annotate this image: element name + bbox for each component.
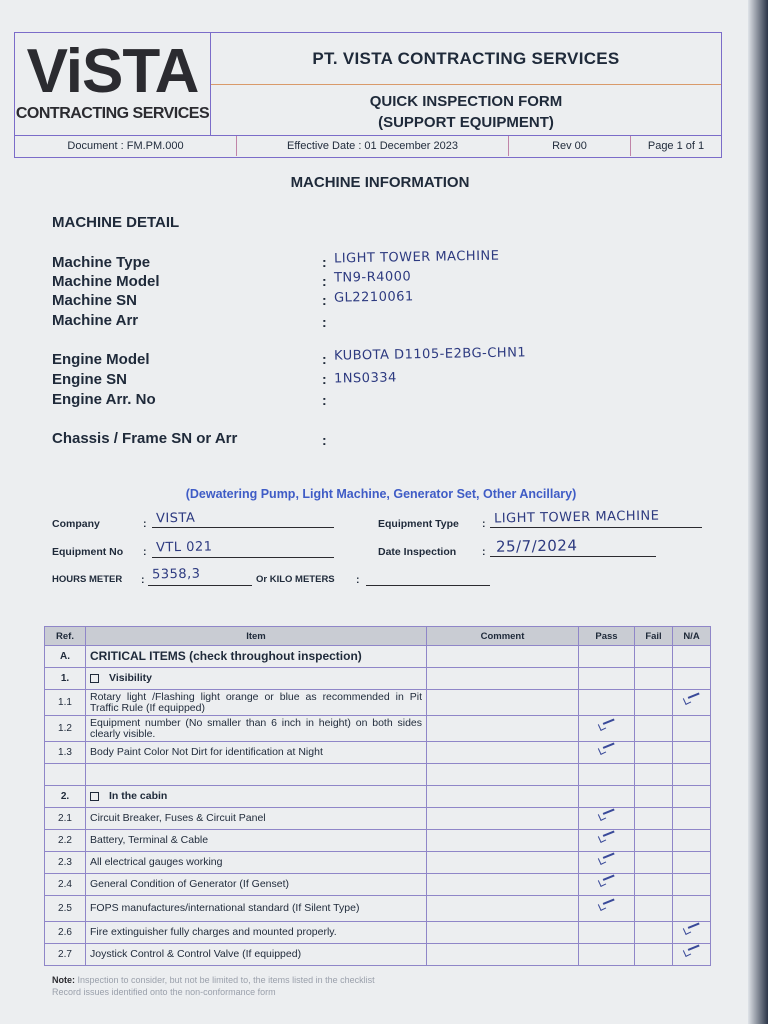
na-column-header: N/A: [673, 627, 711, 646]
item-text: Fire extinguisher fully charges and mounted properly.: [90, 926, 337, 938]
ref-cell: 1.1: [45, 690, 86, 716]
item-cell: [86, 852, 427, 874]
na-cell: [673, 646, 711, 668]
page-edge-shadow: [748, 0, 768, 1024]
item-cell: [86, 716, 427, 742]
na-cell: [673, 786, 711, 808]
comment-cell: [427, 944, 579, 966]
note-label: Note:: [52, 975, 75, 985]
item-text: CRITICAL ITEMS (check throughout inspection): [90, 649, 362, 663]
engine-model-value: KUBOTA D1105-E2BG-CHN1: [333, 345, 527, 364]
na-cell: [673, 830, 711, 852]
fail-cell: [635, 742, 673, 764]
ref-cell: [45, 764, 86, 786]
ref-cell: 2.2: [45, 830, 86, 852]
date-inspection-value: 25/7/2024: [495, 536, 578, 556]
na-cell: [673, 764, 711, 786]
item-cell: [86, 668, 427, 690]
item-text: All electrical gauges working: [90, 856, 223, 868]
table-row: [45, 852, 711, 874]
comment-cell: [427, 874, 579, 896]
item-text: Body Paint Color Not Dirt for identification at Night: [90, 746, 323, 758]
ref-column-header: Ref.: [45, 627, 86, 646]
machine-type-value: LIGHT TOWER MACHINE: [333, 248, 500, 267]
ref-cell: 1.3: [45, 742, 86, 764]
item-cell: [86, 690, 427, 716]
item-cell: [86, 944, 427, 966]
colon: :: [143, 546, 147, 558]
machine-model-label: Machine Model: [52, 273, 160, 290]
fail-cell: [635, 922, 673, 944]
fail-cell: [635, 716, 673, 742]
document-number: Document : FM.PM.000: [15, 136, 237, 156]
fail-cell: [635, 896, 673, 922]
fail-cell: [635, 944, 673, 966]
colon: :: [322, 314, 327, 330]
comment-cell: [427, 690, 579, 716]
pass-cell: [579, 646, 635, 668]
machine-information-heading: MACHINE INFORMATION: [290, 174, 470, 191]
colon: :: [322, 254, 327, 270]
comment-cell: [427, 716, 579, 742]
table-row: [45, 896, 711, 922]
na-cell: [673, 742, 711, 764]
table-row: [45, 716, 711, 742]
checkmark-icon: [597, 811, 617, 823]
item-cell: [86, 742, 427, 764]
pass-cell: [579, 922, 635, 944]
comment-column-header: Comment: [427, 627, 579, 646]
colon: :: [482, 546, 486, 558]
company-name: PT. VISTA CONTRACTING SERVICES: [211, 33, 721, 85]
pass-cell: [579, 874, 635, 896]
comment-cell: [427, 922, 579, 944]
ref-cell: A.: [45, 646, 86, 668]
pass-cell: [579, 830, 635, 852]
fail-cell: [635, 668, 673, 690]
kilo-meters-label: Or KILO METERS: [256, 574, 335, 585]
kilo-meters-underline: [366, 585, 490, 586]
item-text: Circuit Breaker, Fuses & Circuit Panel: [90, 812, 266, 824]
na-cell: [673, 852, 711, 874]
logo-subtitle: CONTRACTING SERVICES: [15, 105, 210, 122]
ref-cell: 2.6: [45, 922, 86, 944]
item-cell: [86, 896, 427, 922]
table-row: [45, 808, 711, 830]
equipment-category-subtitle: (Dewatering Pump, Light Machine, Generator Set, Other Ancillary): [185, 487, 577, 501]
item-column-header: Item: [86, 627, 427, 646]
date-inspection-label: Date Inspection: [378, 546, 457, 558]
na-cell: [673, 668, 711, 690]
item-text: General Condition of Generator (If Genset): [90, 878, 290, 890]
pass-column-header: Pass: [579, 627, 635, 646]
colon: :: [143, 518, 147, 530]
checkmark-icon: [597, 833, 617, 845]
date-inspection-underline: [490, 556, 656, 557]
form-title: [211, 85, 721, 135]
comment-cell: [427, 808, 579, 830]
form-title-line-2: (SUPPORT EQUIPMENT): [378, 114, 554, 131]
equipment-no-label: Equipment No: [52, 546, 124, 558]
colon: :: [482, 518, 486, 530]
chassis-label: Chassis / Frame SN or Arr: [52, 430, 238, 447]
engine-sn-value: 1NS0334: [333, 370, 397, 387]
fail-column-header: Fail: [635, 627, 673, 646]
pass-cell: [579, 716, 635, 742]
comment-cell: [427, 896, 579, 922]
colon: :: [322, 392, 327, 408]
machine-sn-label: Machine SN: [52, 292, 138, 309]
machine-model-value: TN9-R4000: [333, 269, 412, 286]
form-title-line-1: QUICK INSPECTION FORM: [369, 93, 563, 110]
colon: :: [322, 273, 327, 289]
note-line-1: Inspection to consider, but not be limited to, the items listed in the checklist: [77, 975, 375, 985]
checkmark-icon: [682, 695, 702, 707]
page-number: Page 1 of 1: [647, 140, 705, 152]
company-label: Company: [52, 518, 100, 530]
item-cell: [86, 764, 427, 786]
fail-cell: [635, 646, 673, 668]
checkmark-icon: [682, 925, 702, 937]
na-cell: [673, 944, 711, 966]
item-cell: [86, 646, 427, 668]
item-text: In the cabin: [109, 790, 168, 802]
comment-cell: [427, 786, 579, 808]
document-meta-row: [15, 135, 721, 157]
checkmark-icon: [597, 745, 617, 757]
na-cell: [673, 690, 711, 716]
engine-sn-label: Engine SN: [52, 371, 128, 388]
colon: :: [322, 292, 327, 308]
na-cell: [673, 896, 711, 922]
fail-cell: [635, 874, 673, 896]
table-row: [45, 922, 711, 944]
table-row: [45, 742, 711, 764]
fail-cell: [635, 808, 673, 830]
fail-cell: [635, 830, 673, 852]
ref-cell: 2.1: [45, 808, 86, 830]
ref-cell: 2.4: [45, 874, 86, 896]
ref-cell: 2.3: [45, 852, 86, 874]
effective-date: Effective Date : 01 December 2023: [237, 136, 509, 156]
table-row: [45, 646, 711, 668]
machine-sn-value: GL2210061: [333, 289, 414, 306]
hours-meter-label: HOURS METER: [52, 574, 123, 585]
footer-note: [52, 974, 375, 998]
fail-cell: [635, 764, 673, 786]
item-cell: [86, 808, 427, 830]
ref-cell: 1.: [45, 668, 86, 690]
pass-cell: [579, 896, 635, 922]
na-cell: [673, 874, 711, 896]
fail-cell: [635, 786, 673, 808]
inspection-checklist-table: [44, 626, 711, 966]
item-text: FOPS manufactures/international standard (If Silent Type): [90, 902, 360, 914]
colon: :: [322, 351, 327, 367]
item-text: Equipment number (No smaller than 6 inch in height) on both sides clearly visible.: [90, 716, 422, 740]
checkmark-icon: [597, 855, 617, 867]
colon: :: [141, 574, 145, 586]
item-cell: [86, 830, 427, 852]
equipment-no-underline: [152, 557, 334, 558]
table-row: [45, 944, 711, 966]
company-logo: [15, 33, 211, 135]
ref-cell: 2.: [45, 786, 86, 808]
comment-cell: [427, 852, 579, 874]
pass-cell: [579, 944, 635, 966]
table-row: [45, 668, 711, 690]
form-header: [14, 32, 722, 158]
hours-meter-underline: [148, 585, 252, 586]
comment-cell: [427, 830, 579, 852]
na-cell: [673, 922, 711, 944]
machine-detail-heading: MACHINE DETAIL: [52, 214, 180, 231]
table-row: [45, 690, 711, 716]
table-row: [45, 764, 711, 786]
table-row: [45, 874, 711, 896]
fail-cell: [635, 852, 673, 874]
equipment-type-underline: [490, 527, 702, 528]
equipment-no-value: VTL 021: [155, 539, 213, 556]
logo-wordmark: ViSTA: [26, 37, 199, 106]
pass-cell: [579, 764, 635, 786]
na-cell: [673, 716, 711, 742]
colon: :: [322, 432, 327, 448]
revision: Rev 00: [509, 136, 631, 156]
company-value: VISTA: [155, 510, 196, 527]
fail-cell: [635, 690, 673, 716]
note-line-2: Record issues identified onto the non-conformance form: [52, 987, 276, 997]
comment-cell: [427, 668, 579, 690]
item-cell: [86, 874, 427, 896]
comment-cell: [427, 764, 579, 786]
ref-cell: 2.7: [45, 944, 86, 966]
pass-cell: [579, 690, 635, 716]
checkmark-icon: [682, 947, 702, 959]
hours-meter-value: 5358,3: [151, 566, 201, 583]
equipment-type-value: LIGHT TOWER MACHINE: [493, 508, 660, 527]
na-cell: [673, 808, 711, 830]
table-header-row: [45, 627, 711, 646]
item-text: Rotary light /Flashing light orange or blue as recommended in Pit Traffic Rule (If equipped): [90, 690, 422, 714]
ref-cell: 2.5: [45, 896, 86, 922]
ref-cell: 1.2: [45, 716, 86, 742]
colon: :: [322, 371, 327, 387]
engine-arr-label: Engine Arr. No: [52, 391, 156, 408]
checkmark-icon: [597, 721, 617, 733]
colon: :: [356, 574, 360, 586]
company-underline: [152, 527, 334, 528]
item-text: Joystick Control & Control Valve (If equipped): [90, 948, 302, 960]
pass-cell: [579, 808, 635, 830]
pass-cell: [579, 742, 635, 764]
item-cell: [86, 786, 427, 808]
comment-cell: [427, 646, 579, 668]
item-text: Battery, Terminal & Cable: [90, 834, 209, 846]
equipment-type-label: Equipment Type: [378, 518, 459, 530]
comment-cell: [427, 742, 579, 764]
item-text: Visibility: [109, 672, 152, 684]
pass-cell: [579, 852, 635, 874]
checkmark-icon: [597, 901, 617, 913]
machine-arr-label: Machine Arr: [52, 312, 139, 329]
machine-type-label: Machine Type: [52, 254, 151, 271]
table-row: [45, 830, 711, 852]
engine-model-label: Engine Model: [52, 351, 150, 368]
checkbox-icon: [90, 674, 99, 683]
checkbox-icon: [90, 792, 99, 801]
table-row: [45, 786, 711, 808]
pass-cell: [579, 786, 635, 808]
item-cell: [86, 922, 427, 944]
pass-cell: [579, 668, 635, 690]
checkmark-icon: [597, 877, 617, 889]
